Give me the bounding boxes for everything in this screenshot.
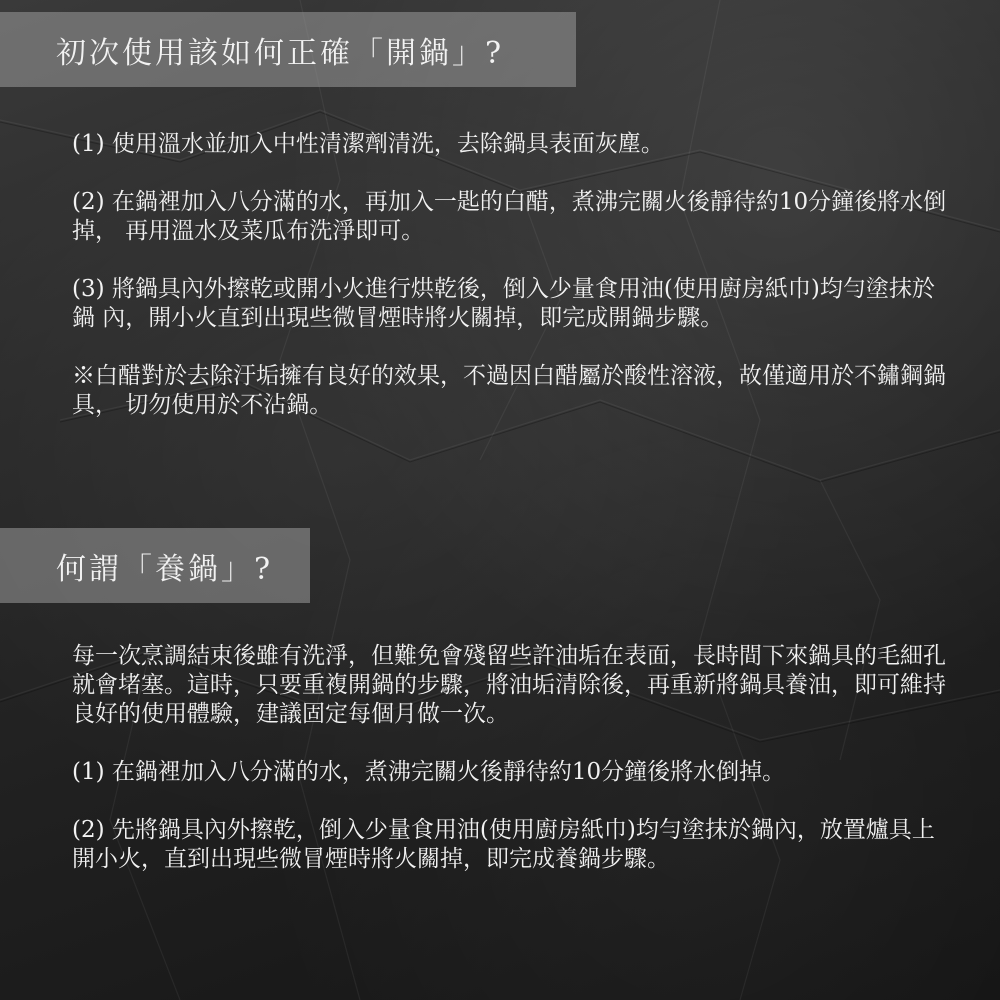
section-title-maintenance: 何謂「養鍋」? [0, 528, 310, 603]
section-title-seasoning: 初次使用該如何正確「開鍋」? [0, 12, 576, 87]
paragraph-step-2: (2) 在鍋裡加入八分滿的水，再加入一匙的白醋，煮沸完關火後靜待約10分鐘後將水倒掉， 再用溫水及菜瓜布洗淨即可。 [72, 189, 947, 244]
paragraph-intro: 每一次烹調結束後雖有洗淨，但難免會殘留些許油垢在表面，長時間下來鍋具的毛細孔就會堵塞。這時，只要重複開鍋的步驟，將油垢清除後，再重新將鍋具養油，即可維持良好的使用體驗，建議固定每個月做一次。 [72, 643, 946, 727]
paragraph-step-1: (1) 在鍋裡加入八分滿的水，煮沸完關火後靜待約10分鐘後將水倒掉。 [72, 759, 786, 785]
section-body-seasoning [72, 130, 952, 449]
section-body-maintenance [72, 642, 952, 903]
paragraph-step-1: (1) 使用溫水並加入中性清潔劑清洗，去除鍋具表面灰塵。 [72, 131, 664, 157]
paragraph-note: ※白醋對於去除汙垢擁有良好的效果，不過因白醋屬於酸性溶液，故僅適用於不鏽鋼鍋具， 切勿使用於不沾鍋。 [72, 363, 946, 418]
paragraph-step-2: (2) 先將鍋具內外擦乾，倒入少量食用油(使用廚房紙巾)均勻塗抹於鍋內，放置爐具上開小火，直到出現些微冒煙時將火關掉，即完成養鍋步驟。 [72, 817, 935, 872]
paragraph-step-3: (3) 將鍋具內外擦乾或開小火進行烘乾後，倒入少量食用油(使用廚房紙巾)均勻塗抹於鍋 內，開小火直到出現些微冒煙時將火關掉，即完成開鍋步驟。 [72, 276, 935, 331]
